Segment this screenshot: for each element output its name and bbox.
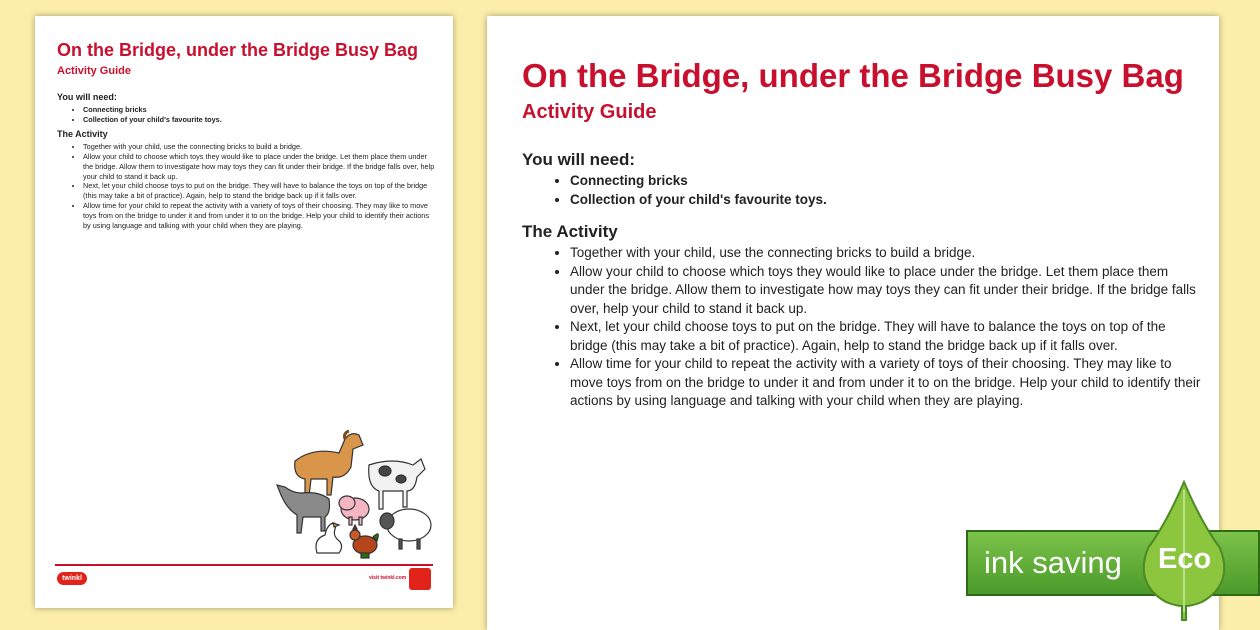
list-item: • Together with your child, use the connecting bricks to build a bridge. bbox=[83, 142, 437, 152]
thumbnail-need-list bbox=[57, 105, 437, 125]
list-item: • Connecting bricks bbox=[83, 105, 437, 115]
eco-label: Eco bbox=[1158, 543, 1212, 575]
ink-saving-text: ink saving bbox=[984, 545, 1122, 580]
thumbnail-activity-heading: The Activity bbox=[57, 129, 108, 140]
thumbnail-need-heading: You will need: bbox=[57, 92, 117, 102]
twinkl-badge-icon bbox=[409, 568, 431, 590]
thumbnail-body bbox=[57, 93, 437, 236]
need-list bbox=[522, 172, 1202, 209]
list-item: • Together with your child, use the connecting bricks to build a bridge. bbox=[570, 244, 1202, 263]
list-item: • Connecting bricks bbox=[570, 172, 1202, 191]
list-item: • Allow time for your child to repeat the activity with a variety of toys of their choosing. They may like to move toys from on the bridge to under it and from under it to on the bridge. Help your child to identify their actions by using language and talking with your child when they are playing. bbox=[570, 355, 1202, 411]
list-item: • Collection of your child's favourite toys. bbox=[570, 191, 1202, 210]
page-subtitle: Activity Guide bbox=[522, 101, 657, 123]
list-item: • Next, let your child choose toys to put on the bridge. They will have to balance the toys on top of the bridge (this may take a bit of practice). Again, help to stand the bridge back up if it falls over. bbox=[83, 181, 437, 201]
activity-heading: The Activity bbox=[522, 222, 618, 241]
list-item: • Allow your child to choose which toys they would like to place under the bridge. Let them place them under the bridge. Allow them to investigate how may toys they can fit under their bridge. If the bridge falls over, help your child to stand it back up. bbox=[570, 263, 1202, 319]
thumbnail-page bbox=[35, 16, 453, 608]
list-item: • Next, let your child choose toys to put on the bridge. They will have to balance the toys on top of the bridge (this may take a bit of practice). Again, help to stand the bridge back up if it falls over. bbox=[570, 318, 1202, 355]
thumbnail-title: On the Bridge, under the Bridge Busy Bag bbox=[57, 40, 419, 60]
activity-list bbox=[522, 244, 1202, 411]
twinkl-logo: twinkl bbox=[57, 572, 87, 585]
thumbnail-activity-list bbox=[57, 142, 437, 230]
list-item: • Allow your child to choose which toys they would like to place under the bridge. Let them place them under the bridge. Allow them to investigate how may toys they can fit under their bridge. If the bridge falls over, help your child to stand it back up. bbox=[83, 152, 437, 181]
page-body bbox=[522, 150, 1202, 424]
page-title: On the Bridge, under the Bridge Busy Bag bbox=[522, 57, 1184, 94]
farm-animals-illustration bbox=[273, 421, 435, 561]
list-item: • Allow time for your child to repeat the activity with a variety of toys of their choosing. They may like to move toys from on the bridge to under it and from under it to on the bridge. Help your child to identify their actions by using language and talking with your child when they are playing. bbox=[83, 201, 437, 230]
thumbnail-subtitle: Activity Guide bbox=[57, 65, 131, 77]
need-heading: You will need: bbox=[522, 150, 636, 169]
list-item: • Collection of your child's favourite toys. bbox=[83, 115, 437, 125]
footer-url: visit twinkl.com bbox=[369, 575, 407, 581]
footer-rule bbox=[55, 564, 433, 566]
